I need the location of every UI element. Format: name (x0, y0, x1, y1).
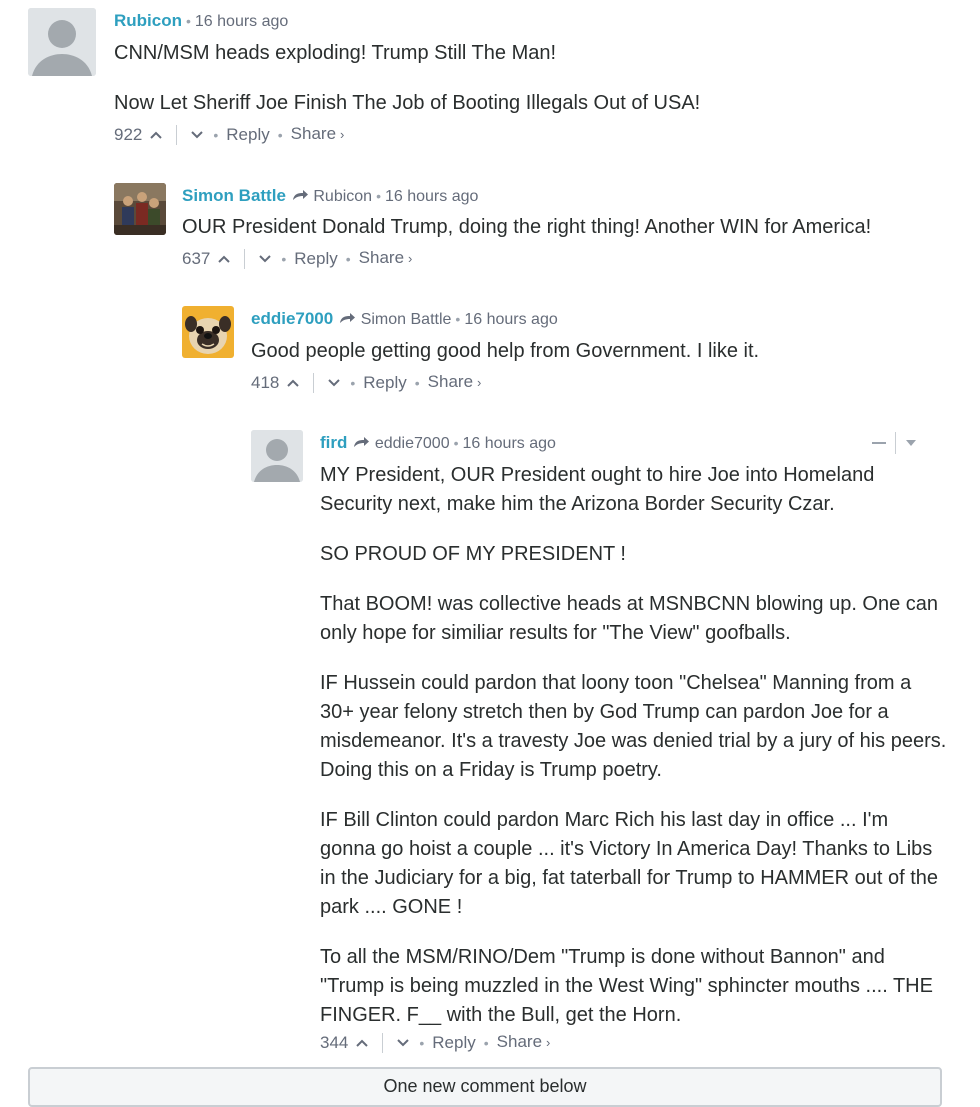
avatar[interactable] (251, 430, 303, 482)
pug-avatar-icon (182, 306, 234, 358)
share-button[interactable] (428, 371, 482, 394)
comment-paragraph: Good people getting good help from Government. I like it. (251, 340, 760, 362)
separator-dot: • (345, 250, 351, 267)
comment-header (182, 185, 478, 208)
vote-count: 418 (251, 372, 280, 392)
separator-dot: • (453, 435, 459, 451)
new-comments-button[interactable]: One new comment below (28, 1067, 942, 1107)
separator-dot: • (186, 13, 191, 29)
comment-menu-controls (872, 432, 932, 454)
reply-to-name[interactable]: eddie7000 (374, 435, 450, 452)
timestamp[interactable]: 16 hours ago (462, 435, 556, 452)
divider (313, 373, 314, 393)
separator-dot: • (414, 374, 420, 391)
comment-paragraph: MY President, OUR President ought to hire Joe into Homeland Security next, make him the Arizona Border Security Czar. (320, 464, 875, 515)
comment-body (320, 461, 948, 1030)
timestamp[interactable]: 16 hours ago (464, 311, 558, 328)
avatar[interactable] (182, 306, 234, 358)
share-button[interactable] (359, 247, 413, 270)
separator-dot: • (213, 126, 219, 143)
share-arrow-icon: › (546, 1035, 551, 1050)
comment-body (114, 39, 934, 118)
author-name[interactable]: Simon Battle (182, 186, 286, 205)
share-arrow-icon: › (340, 127, 345, 142)
share-arrow-icon: › (477, 375, 482, 390)
divider (244, 249, 245, 269)
upvote-icon[interactable] (285, 375, 301, 391)
comment-paragraph: SO PROUD OF MY PRESIDENT ! (320, 543, 626, 565)
downvote-icon[interactable] (189, 127, 205, 143)
share-label: Share (358, 248, 405, 267)
comment-footer (182, 247, 412, 270)
reply-to-name[interactable]: Rubicon (313, 188, 373, 205)
downvote-icon[interactable] (326, 375, 342, 391)
dropdown-caret-icon[interactable] (905, 439, 917, 447)
reply-button[interactable]: Reply (294, 248, 338, 268)
share-label: Share (496, 1032, 543, 1051)
comment-header (114, 10, 288, 33)
avatar[interactable] (114, 183, 166, 235)
upvote-icon[interactable] (354, 1035, 370, 1051)
upvote-icon[interactable] (148, 127, 164, 143)
avatar[interactable] (28, 8, 96, 76)
comment-paragraph: IF Bill Clinton could pardon Marc Rich his last day in office ... I'm gonna go hoist a couple ... it's Victory In America Day! Thanks to Libs in the Judiciary for a big, fat taterball for Trump to HAMMER out of the park .... GONE ! (320, 809, 939, 918)
separator-dot: • (455, 311, 461, 327)
separator-dot: • (277, 126, 283, 143)
reply-arrow-icon (291, 188, 309, 202)
separator-dot: • (376, 188, 381, 204)
upvote-icon[interactable] (216, 251, 232, 267)
share-label: Share (290, 124, 337, 143)
comment-paragraph: IF Hussein could pardon that loony toon "Chelsea" Manning from a 30+ year felony stretch then by God Trump can pardon Joe for a misdemeanor. It's a travesty Joe was denied trial by a jury of his peers. Doing this on a Friday is Trump poetry. (320, 672, 947, 781)
reply-arrow-icon (338, 311, 356, 325)
separator-dot: • (419, 1034, 425, 1051)
author-name[interactable]: fird (320, 433, 348, 452)
comment-header (251, 308, 558, 331)
default-user-icon (251, 430, 303, 482)
vote-count: 637 (182, 248, 211, 268)
downvote-icon[interactable] (395, 1035, 411, 1051)
collapse-icon[interactable] (872, 442, 886, 444)
reply-arrow-icon (352, 435, 370, 449)
timestamp[interactable]: 16 hours ago (384, 188, 479, 205)
comment-paragraph: That BOOM! was collective heads at MSNBCNN blowing up. One can only hope for similiar results for "The View" goofballs. (320, 593, 939, 644)
vote-count: 922 (114, 124, 143, 144)
separator-dot: • (483, 1034, 489, 1051)
comment-paragraph: To all the MSM/RINO/Dem "Trump is done without Bannon" and "Trump is being muzzled in the West Wing" sphincter mouths .... THE FINGER. F__ with the Bull, get the Horn. (320, 946, 933, 1026)
share-button[interactable] (291, 123, 345, 146)
comment-paragraph: CNN/MSM heads exploding! Trump Still The Man! (114, 42, 557, 64)
divider (176, 125, 177, 145)
share-arrow-icon: › (408, 251, 413, 266)
painting-avatar-icon (114, 183, 166, 235)
divider (895, 432, 896, 454)
reply-button[interactable]: Reply (363, 372, 407, 392)
comment-body (251, 337, 951, 366)
default-user-icon (28, 8, 96, 76)
comment-footer (251, 371, 481, 394)
comment-body (182, 213, 942, 242)
author-name[interactable]: Rubicon (114, 11, 182, 30)
divider (382, 1033, 383, 1053)
vote-count: 344 (320, 1032, 349, 1052)
comment-paragraph: Now Let Sheriff Joe Finish The Job of Booting Illegals Out of USA! (114, 92, 701, 114)
timestamp[interactable]: 16 hours ago (194, 13, 289, 30)
comment-footer (320, 1031, 550, 1054)
separator-dot: • (281, 250, 287, 267)
reply-to-name[interactable]: Simon Battle (360, 311, 452, 328)
comment-footer (114, 123, 344, 146)
reply-button[interactable]: Reply (432, 1032, 476, 1052)
comment-paragraph: OUR President Donald Trump, doing the right thing! Another WIN for America! (182, 216, 872, 238)
share-label: Share (427, 372, 474, 391)
share-button[interactable] (497, 1031, 551, 1054)
downvote-icon[interactable] (257, 251, 273, 267)
comment-header (320, 432, 556, 455)
reply-button[interactable]: Reply (226, 124, 270, 144)
separator-dot: • (350, 374, 356, 391)
author-name[interactable]: eddie7000 (251, 309, 334, 328)
